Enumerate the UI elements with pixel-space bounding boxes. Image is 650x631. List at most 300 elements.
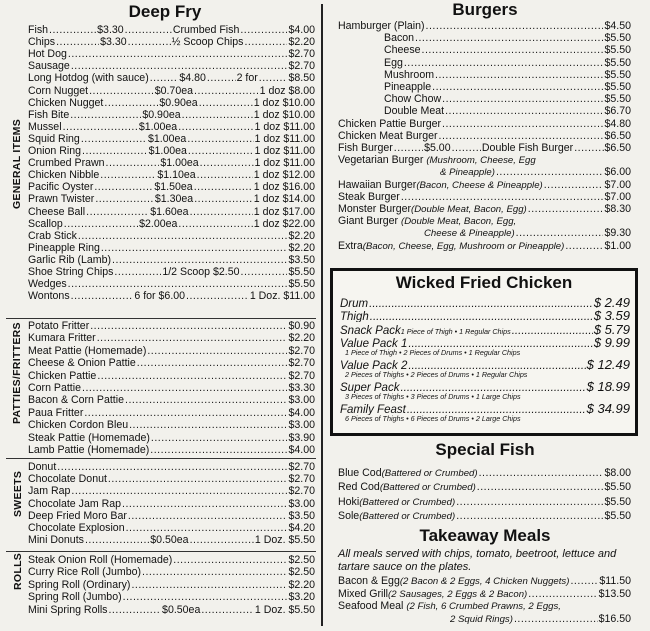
item-price: $ 9.99 xyxy=(593,336,630,350)
menu-item-row xyxy=(338,575,631,587)
item-name: Chicken Pattie Burger xyxy=(338,117,442,130)
vegetarian-burger-line: Vegetarian Burger (Mushroom, Cheese, Egg xyxy=(338,154,536,167)
dot-leader xyxy=(240,24,287,36)
dot-leader xyxy=(71,60,288,72)
menu-item-row xyxy=(28,444,315,456)
dot-leader xyxy=(89,85,154,97)
dot-leader xyxy=(200,157,254,169)
menu-item-row xyxy=(384,81,631,93)
dot-leader xyxy=(188,145,254,157)
menu-item-row xyxy=(28,133,315,145)
menu-item-row xyxy=(28,370,315,382)
item-name: Bacon xyxy=(384,32,415,45)
item-price: $1.00ea xyxy=(148,145,187,157)
menu-item-row xyxy=(28,432,315,444)
menu-item-row xyxy=(28,473,315,485)
item-price: 1 doz $8.00 xyxy=(259,84,315,97)
item-name: Pacific Oyster xyxy=(28,181,94,194)
dot-leader xyxy=(94,181,153,193)
dot-leader xyxy=(173,554,287,566)
item-price: $3.50 xyxy=(288,509,315,522)
item-price: $0.90 xyxy=(288,320,315,332)
item-price: $2.70 xyxy=(288,48,315,61)
item-name: Lamb Pattie (Homemade) xyxy=(28,444,150,456)
menu-item-row xyxy=(28,72,315,84)
dot-leader xyxy=(142,566,287,578)
item-price: $ 3.59 xyxy=(593,309,630,323)
item-name: Mussel xyxy=(28,120,62,133)
item-price: $7.00 xyxy=(604,190,631,203)
item-price: 1 Doz. $5.50 xyxy=(254,603,315,616)
item-name: Chicken Cordon Bleu xyxy=(28,419,129,432)
item-name: Crumbed Prawn xyxy=(28,157,105,170)
item-price: $ 34.99 xyxy=(586,401,630,415)
menu-item-row xyxy=(28,157,315,169)
menu-item-row xyxy=(28,394,315,406)
menu-item-row xyxy=(338,496,631,508)
dot-leader xyxy=(57,461,287,473)
menu-item-row xyxy=(28,145,315,157)
menu-item-row xyxy=(338,191,631,203)
item-name: Squid Ring xyxy=(28,132,80,145)
item-price: $5.50 xyxy=(604,81,631,93)
item-price: $4.00 xyxy=(288,24,315,36)
menu-item-row xyxy=(28,121,315,133)
general-items-label: GENERAL ITEMS xyxy=(11,118,23,210)
item-price: $ 5.79 xyxy=(593,322,630,336)
item-name: Corn Nugget xyxy=(28,84,89,97)
menu-item-row xyxy=(338,20,631,32)
dot-leader xyxy=(101,242,288,254)
dot-leader xyxy=(370,311,593,322)
takeaway-meals-heading: Takeaway Meals xyxy=(419,526,551,545)
dot-leader xyxy=(194,181,253,193)
menu-item-row xyxy=(28,206,315,218)
item-name: Curry Rice Roll (Jumbo) xyxy=(28,566,142,579)
menu-item-row xyxy=(28,24,315,36)
item-name: Mixed Grill xyxy=(338,587,389,600)
item-price: $ 18.99 xyxy=(586,380,630,393)
item-price: $0.90ea xyxy=(142,108,181,121)
dot-leader xyxy=(404,57,604,69)
item-price: 1/2 Scoop $2.50 xyxy=(162,266,240,278)
item-name: Long Hotdog (with sauce) xyxy=(28,72,149,85)
menu-item-row xyxy=(28,320,315,332)
dot-leader xyxy=(90,320,287,332)
menu-item-row xyxy=(338,588,631,600)
menu-item-row xyxy=(28,278,315,290)
giant-burger-line: Giant Burger (Double Meat, Bacon, Egg, xyxy=(338,215,517,228)
menu-item-row xyxy=(384,69,631,81)
item-price: $6.00 xyxy=(604,166,631,179)
item-name: Chicken Meat Burger xyxy=(338,129,438,142)
dot-leader xyxy=(442,93,603,105)
item-price: $3.90 xyxy=(288,431,315,444)
menu-item-row xyxy=(28,48,315,60)
patties-fritters-label: PATTIES/FRITTERS xyxy=(11,322,23,424)
dot-leader xyxy=(570,575,598,587)
menu-item-row xyxy=(338,240,631,252)
item-price: $ 12.49 xyxy=(586,358,630,372)
dot-leader xyxy=(81,133,147,145)
item-price: 1 doz $12.00 xyxy=(253,169,315,182)
item-price: 1 doz $17.00 xyxy=(253,205,315,218)
item-name: Bacon & Corn Pattie xyxy=(28,394,124,407)
menu-item-row xyxy=(384,93,631,105)
item-name: Snack Pack xyxy=(340,324,401,336)
item-price: $5.50 xyxy=(604,93,631,106)
item-price: $2.70 xyxy=(288,461,315,473)
menu-item-row xyxy=(384,44,631,56)
item-name: Prawn Twister xyxy=(28,193,95,206)
takeaway-note: All meals served with chips, tomato, beetroot, lettuce and tartare sauce on the plates. xyxy=(338,548,617,573)
item-name: Pineapple xyxy=(384,81,432,93)
burgers-heading: Burgers xyxy=(452,0,518,19)
item-price: $1.00 xyxy=(604,239,631,252)
item-name: Chocolate Explosion xyxy=(28,522,125,534)
item-name: Jam Rap xyxy=(28,485,71,498)
menu-item-row xyxy=(28,169,315,181)
item-name: Hawaiian Burger xyxy=(338,178,417,191)
item-name: Chicken Nibble xyxy=(28,169,100,182)
menu-item-row xyxy=(28,419,315,431)
item-name: Extra xyxy=(338,239,363,252)
item-price: $0.90ea xyxy=(159,96,198,109)
item-price: $5.50 xyxy=(604,481,631,494)
item-price: 1 doz $22.00 xyxy=(253,217,315,230)
item-name: Super Pack xyxy=(340,382,400,393)
dot-leader xyxy=(369,298,593,309)
item-price: $ 2.49 xyxy=(593,296,630,309)
item-price: $5.00 xyxy=(424,142,451,154)
dot-leader xyxy=(97,370,287,382)
menu-item-row xyxy=(28,85,315,97)
item-name: ½ Scoop Chips xyxy=(171,36,244,49)
wicked-fried-chicken-title: Wicked Fried Chicken xyxy=(395,273,573,292)
item-name: Egg xyxy=(384,56,403,69)
item-price: $2.70 xyxy=(288,60,315,73)
item-price: $2.70 xyxy=(288,369,315,382)
item-price: $2.70 xyxy=(288,357,315,370)
menu-item-row xyxy=(28,407,315,419)
item-price: $2.20 xyxy=(288,36,315,49)
dot-leader xyxy=(528,588,597,600)
dot-leader xyxy=(445,105,603,117)
dot-leader xyxy=(108,604,161,616)
menu-item-row xyxy=(28,254,315,266)
dot-leader xyxy=(147,345,287,357)
item-name: Fish Burger xyxy=(338,142,393,154)
menu-item-row xyxy=(384,32,631,44)
item-price: $3.30 xyxy=(100,36,127,49)
dot-leader xyxy=(452,142,481,154)
item-price: $7.00 xyxy=(604,178,631,191)
dot-leader xyxy=(63,121,138,133)
item-price: $1.00ea xyxy=(148,132,187,145)
dot-leader xyxy=(106,157,160,169)
item-name: Sausage xyxy=(28,60,70,73)
menu-item-row xyxy=(28,266,315,278)
item-name: Double Fish Burger xyxy=(481,142,574,154)
item-price: $0.50ea xyxy=(162,603,201,616)
item-price: $1.00ea xyxy=(160,157,199,170)
item-name: Wedges xyxy=(28,278,67,291)
item-price: $4.50 xyxy=(604,20,631,32)
dot-leader xyxy=(86,206,149,218)
item-name: Red Cod xyxy=(338,481,380,494)
item-price: $1.60ea xyxy=(150,205,189,218)
dot-leader xyxy=(432,81,603,93)
sweets-label: SWEETS xyxy=(12,470,24,517)
dot-leader xyxy=(114,266,161,278)
item-detail: 2 Pieces of Thighs • 2 Pieces of Drums • 1 Regular Chips xyxy=(345,370,528,379)
item-price: $5.50 xyxy=(604,509,631,522)
item-price: $4.80 xyxy=(604,117,631,130)
menu-item-row xyxy=(28,193,315,205)
item-price: $5.50 xyxy=(604,495,631,508)
menu-item-row xyxy=(28,230,315,242)
dot-leader xyxy=(49,24,96,36)
item-price: $2.20 xyxy=(288,241,315,254)
dot-leader xyxy=(439,130,604,142)
menu-item-row xyxy=(338,203,631,215)
menu-item-row xyxy=(28,579,315,591)
item-name: Chocolate Jam Rap xyxy=(28,497,122,510)
item-name: Sole xyxy=(338,509,360,522)
menu-item-row xyxy=(28,97,315,109)
item-name: Chicken Pattie xyxy=(28,369,97,382)
menu-item-row xyxy=(28,242,315,254)
item-name: Wontons xyxy=(28,290,70,303)
dot-leader xyxy=(565,240,603,252)
dot-leader xyxy=(68,48,288,60)
menu-item-row xyxy=(28,60,315,72)
item-price: $1.00ea xyxy=(138,120,178,133)
item-name: Donut xyxy=(28,461,57,473)
item-name: Chips xyxy=(28,36,56,49)
dot-leader xyxy=(442,118,603,130)
item-name: Shoe String Chips xyxy=(28,266,114,278)
item-desc: (Bacon, Cheese, Egg, Mushroom or Pineapple) xyxy=(362,240,565,252)
dot-leader xyxy=(187,133,253,145)
item-name: Chocolate Donut xyxy=(28,473,107,486)
item-price: $5.50 xyxy=(604,44,631,57)
item-name: Cheese xyxy=(384,44,421,57)
item-price: $2.70 xyxy=(288,473,315,486)
item-name: Cheese Ball xyxy=(28,205,86,218)
item-price: $3.00 xyxy=(288,419,315,432)
menu-item-row xyxy=(338,510,631,522)
item-name: Hoki xyxy=(338,495,360,508)
menu-item-row xyxy=(28,218,315,230)
item-name: Corn Pattie xyxy=(28,382,81,394)
dot-leader xyxy=(108,473,288,485)
menu-item-row xyxy=(338,142,631,154)
item-name: Steak Pattie (Homemade) xyxy=(28,431,150,444)
dot-leader xyxy=(68,278,288,290)
dot-leader xyxy=(456,510,603,522)
item-name: Family Feast xyxy=(340,403,406,415)
item-name: Pineapple Ring xyxy=(28,241,100,254)
dot-leader xyxy=(528,203,604,215)
item-name: Meat Pattie (Homemade) xyxy=(28,344,147,357)
column-divider xyxy=(321,4,323,626)
item-detail: 1 Piece of Thigh • 2 Pieces of Drums • 1 Regular Chips xyxy=(345,348,521,358)
dot-leader xyxy=(479,467,604,479)
item-name: Mini Spring Rolls xyxy=(28,603,108,616)
menu-item-row xyxy=(28,382,315,394)
item-desc: (2 Sausages, 2 Eggs & 2 Bacon) xyxy=(388,588,528,600)
item-price: $2.50 xyxy=(288,554,315,566)
dot-leader xyxy=(100,169,156,181)
chicken-item-row xyxy=(340,296,630,309)
section-divider xyxy=(6,458,316,459)
chicken-item-row xyxy=(340,323,630,336)
deep-fry-heading: Deep Fry xyxy=(128,2,202,21)
item-name: Thigh xyxy=(340,311,369,323)
menu-item-row xyxy=(28,510,315,522)
item-price: 1 doz $11.00 xyxy=(254,120,315,133)
menu-item-row xyxy=(338,467,631,479)
menu-item-row xyxy=(28,461,315,473)
item-name: Steak Burger xyxy=(338,190,400,203)
dot-leader xyxy=(56,36,99,48)
menu-item-row xyxy=(384,105,631,117)
chicken-item-row xyxy=(340,309,630,322)
item-price: $5.50 xyxy=(288,266,315,278)
dot-leader xyxy=(178,218,252,230)
item-name: Crumbed Fish xyxy=(172,24,240,36)
item-desc: (Battered or Crumbed) xyxy=(359,496,456,508)
item-price: 6 for $6.00 xyxy=(134,290,186,303)
dot-leader xyxy=(241,266,288,278)
dot-leader xyxy=(516,227,604,239)
item-price: $6.50 xyxy=(604,129,631,142)
item-name: Paua Fritter xyxy=(28,406,84,419)
item-price: $3.50 xyxy=(288,253,315,266)
menu-item-row xyxy=(28,554,315,566)
item-price: $0.70ea xyxy=(154,84,193,97)
section-divider xyxy=(6,551,316,552)
dot-leader xyxy=(151,432,288,444)
dot-leader xyxy=(97,332,288,344)
item-name: Potato Fritter xyxy=(28,320,90,332)
menu-item-row xyxy=(338,118,631,130)
item-desc: (Battered or Crumbed) xyxy=(379,482,476,494)
item-name: Monster Burger xyxy=(338,203,412,215)
dot-leader xyxy=(182,109,253,121)
item-price: $2.70 xyxy=(288,485,315,498)
dot-leader xyxy=(422,44,604,56)
dot-leader xyxy=(426,20,604,32)
item-name: Hamburger (Plain) xyxy=(338,20,425,32)
item-name: Bacon & Egg xyxy=(338,575,400,587)
section-divider xyxy=(6,318,316,319)
item-price: $2.20 xyxy=(288,332,315,345)
item-desc: (Bacon, Cheese & Pineapple) xyxy=(416,179,543,191)
item-price: 1 doz $14.00 xyxy=(253,193,315,206)
menu-item-row xyxy=(28,591,315,603)
item-price: $8.30 xyxy=(604,203,631,215)
item-price: $5.50 xyxy=(604,68,631,81)
item-name: Blue Cod xyxy=(338,467,382,479)
dot-leader xyxy=(129,419,287,431)
item-name: Chow Chow xyxy=(384,93,442,106)
dot-leader xyxy=(128,36,171,48)
menu-item-row xyxy=(28,566,315,578)
item-price: $3.20 xyxy=(288,591,315,604)
dot-leader xyxy=(194,85,259,97)
dot-leader xyxy=(244,36,287,48)
item-price: $13.50 xyxy=(598,587,631,600)
dot-leader xyxy=(496,166,604,178)
item-desc: (2 Bacon & 2 Eggs, 4 Chicken Nuggets) xyxy=(399,576,570,587)
item-price: $1.10ea xyxy=(157,169,196,182)
menu-item-row xyxy=(28,109,315,121)
dot-leader xyxy=(64,218,138,230)
seafood-meal-line: Seafood Meal (2 Fish, 6 Crumbed Prawns, 2 Eggs, xyxy=(338,600,561,612)
item-name: Cheese & Onion Pattie xyxy=(28,357,136,370)
dot-leader xyxy=(137,357,288,369)
dot-leader xyxy=(112,254,287,266)
dot-leader xyxy=(82,382,287,394)
item-name: Garlic Rib (Lamb) xyxy=(28,253,112,266)
item-price: $6.70 xyxy=(604,105,631,118)
item-name: Kumara Fritter xyxy=(28,332,96,345)
dot-leader xyxy=(131,579,287,591)
item-price: 1 doz $16.00 xyxy=(253,181,315,194)
item-price: $2.20 xyxy=(288,578,315,591)
item-price: $4.00 xyxy=(288,444,315,456)
menu-item-row xyxy=(338,179,631,191)
item-price: $16.50 xyxy=(598,612,631,625)
item-name: Mushroom xyxy=(384,68,435,81)
dot-leader xyxy=(194,193,253,205)
menu-item-row xyxy=(384,57,631,69)
item-desc: (Battered or Crumbed) xyxy=(359,510,456,522)
dot-leader xyxy=(197,169,253,181)
item-desc: (Double Meat, Bacon, Egg) xyxy=(411,204,527,215)
dot-leader xyxy=(190,206,253,218)
dot-leader xyxy=(78,230,288,242)
dot-leader xyxy=(199,97,253,109)
item-price: $0.50ea xyxy=(150,534,189,547)
dot-leader xyxy=(125,24,172,36)
dot-leader xyxy=(71,485,287,497)
dot-leader xyxy=(122,498,287,510)
wicked-fried-chicken-box xyxy=(330,268,638,436)
dot-leader xyxy=(512,325,593,336)
item-price: $6.50 xyxy=(604,142,631,154)
dot-leader xyxy=(415,32,603,44)
menu-item-row xyxy=(28,36,315,48)
item-price: $4.20 xyxy=(288,522,315,534)
dot-leader xyxy=(125,394,287,406)
rolls-label: ROLLS xyxy=(12,552,24,590)
menu-item-row xyxy=(450,613,631,625)
dot-leader xyxy=(150,72,179,84)
dot-leader xyxy=(190,534,254,546)
item-price: 1 doz $11.00 xyxy=(254,132,315,145)
dot-leader xyxy=(150,444,287,456)
menu-item-row xyxy=(28,534,315,546)
item-name: Spring Roll (Jumbo) xyxy=(28,591,122,604)
dot-leader xyxy=(574,142,603,154)
item-name: Onion Ring xyxy=(28,145,81,157)
item-price: $2.50 xyxy=(288,566,315,579)
item-price: 1 doz $11.00 xyxy=(254,145,315,157)
item-price: $5.50 xyxy=(288,278,315,291)
